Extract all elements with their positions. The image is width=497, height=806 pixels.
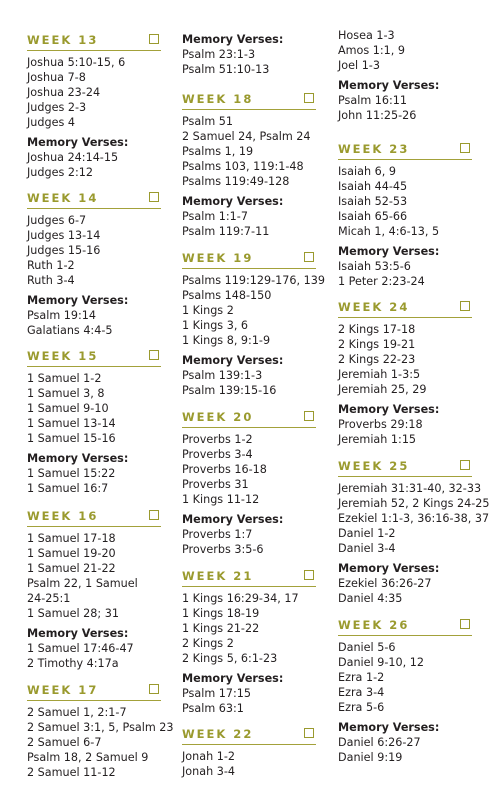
memory-verse-item: 1 Samuel 17:46-47	[27, 642, 134, 655]
week-checkbox[interactable]	[304, 728, 314, 738]
reading-item: Psalms 119:49-128	[182, 175, 290, 188]
week-block	[182, 250, 325, 398]
week-block	[338, 299, 472, 447]
memory-verses-label: Memory Verses:	[27, 294, 129, 307]
week-block	[338, 617, 472, 765]
memory-verse-item: 1 Peter 2:23-24	[338, 275, 425, 288]
reading-item: Ruth 1-2	[27, 259, 75, 272]
reading-item: 1 Kings 18-19	[182, 607, 260, 620]
week-block	[182, 28, 316, 77]
reading-item: Ezra 3-4	[338, 686, 385, 699]
reading-item: Psalms 119:129-176, 139	[182, 274, 325, 287]
reading-item: Judges 13-14	[27, 229, 101, 242]
reading-item: 1 Samuel 1-2	[27, 372, 102, 385]
week-title: WEEK 16	[27, 509, 99, 523]
memory-verse-item: Proverbs 1:7	[182, 528, 253, 541]
memory-verses-label: Memory Verses:	[338, 403, 440, 416]
memory-verses-label: Memory Verses:	[182, 354, 284, 367]
week-header	[27, 348, 161, 367]
memory-verse-item: Psalm 63:1	[182, 702, 244, 715]
memory-verse-item: Psalm 139:1-3	[182, 369, 263, 382]
week-block	[182, 568, 316, 716]
memory-verses-label: Memory Verses:	[182, 672, 284, 685]
memory-verses-label: Memory Verses:	[338, 245, 440, 258]
reading-item: Isaiah 65-66	[338, 210, 408, 223]
memory-verses-label: Memory Verses:	[182, 33, 284, 46]
reading-item: 2 Kings 17-18	[338, 323, 416, 336]
reading-item: Joshua 7-8	[27, 71, 86, 84]
reading-item: 1 Kings 8, 9:1-9	[182, 334, 271, 347]
week-title: WEEK 13	[27, 33, 99, 47]
reading-item: Isaiah 6, 9	[338, 165, 396, 178]
memory-verse-item: Psalm 51:10-13	[182, 63, 270, 76]
week-block	[27, 190, 161, 338]
memory-verse-item: Psalm 119:7-11	[182, 225, 270, 238]
reading-item: 1 Kings 2	[182, 304, 234, 317]
week-title: WEEK 18	[182, 92, 254, 106]
memory-verse-item: 2 Timothy 4:17a	[27, 657, 119, 670]
week-header	[27, 32, 161, 51]
reading-item: Jeremiah 31:31-40, 32-33	[338, 482, 482, 495]
reading-item: Daniel 1-2	[338, 527, 396, 540]
week-title: WEEK 15	[27, 349, 99, 363]
week-header	[27, 682, 161, 701]
week-header	[338, 458, 472, 477]
reading-item: Psalm 51	[182, 115, 234, 128]
reading-item: Proverbs 3-4	[182, 448, 253, 461]
week-title: WEEK 23	[338, 142, 410, 156]
reading-item: 1 Samuel 19-20	[27, 547, 116, 560]
week-block	[27, 682, 174, 780]
reading-item: 2 Samuel 6-7	[27, 736, 102, 749]
memory-verse-item: Psalm 19:14	[27, 309, 97, 322]
reading-item: 1 Kings 21-22	[182, 622, 260, 635]
reading-item: Joshua 5:10-15, 6	[27, 56, 126, 69]
memory-verse-item: Galatians 4:4-5	[27, 324, 113, 337]
week-header	[338, 141, 472, 160]
reading-item: 2 Samuel 11-12	[27, 766, 116, 779]
memory-verses-label: Memory Verses:	[182, 195, 284, 208]
week-title: WEEK 24	[338, 300, 410, 314]
week-checkbox[interactable]	[304, 411, 314, 421]
week-block	[27, 348, 161, 496]
reading-item: Ezekiel 1:1-3, 36:16-38, 37	[338, 512, 490, 525]
memory-verses-label: Memory Verses:	[338, 721, 440, 734]
reading-item: 2 Samuel 1, 2:1-7	[27, 706, 127, 719]
week-checkbox[interactable]	[460, 301, 470, 311]
week-header	[27, 190, 161, 209]
reading-item: Proverbs 31	[182, 478, 249, 491]
reading-item: Amos 1:1, 9	[338, 44, 406, 57]
reading-item: 1 Samuel 17-18	[27, 532, 116, 545]
memory-verse-item: 1 Samuel 15:22	[27, 467, 116, 480]
reading-item: Micah 1, 4:6-13, 5	[338, 225, 440, 238]
reading-item: Daniel 9-10, 12	[338, 656, 424, 669]
week-title: WEEK 19	[182, 251, 254, 265]
reading-item: Psalms 148-150	[182, 289, 272, 302]
week-header	[338, 299, 472, 318]
memory-verse-item: Daniel 6:26-27	[338, 736, 421, 749]
memory-verse-item: Proverbs 29:18	[338, 418, 423, 431]
week-title: WEEK 14	[27, 191, 99, 205]
reading-item: 1 Samuel 9-10	[27, 402, 109, 415]
week-title: WEEK 17	[27, 683, 99, 697]
week-checkbox[interactable]	[149, 34, 159, 44]
memory-verse-item: Jeremiah 1:15	[338, 433, 417, 446]
week-checkbox[interactable]	[304, 570, 314, 580]
memory-verse-item: Proverbs 3:5-6	[182, 543, 264, 556]
reading-item: 24-25:1	[27, 592, 71, 605]
week-block	[182, 726, 316, 779]
reading-item: 2 Kings 5, 6:1-23	[182, 652, 278, 665]
reading-item: 2 Kings 22-23	[338, 353, 416, 366]
memory-verse-item: Isaiah 53:5-6	[338, 260, 411, 273]
reading-item: Psalms 103, 119:1-48	[182, 160, 304, 173]
memory-verse-item: Psalm 23:1-3	[182, 48, 256, 61]
reading-item: Judges 2-3	[27, 101, 87, 114]
memory-verses-label: Memory Verses:	[182, 513, 284, 526]
memory-verses-label: Memory Verses:	[338, 562, 440, 575]
reading-item: Psalm 18, 2 Samuel 9	[27, 751, 149, 764]
week-block	[338, 28, 472, 123]
reading-item: Psalms 1, 19	[182, 145, 254, 158]
reading-item: 2 Kings 19-21	[338, 338, 416, 351]
reading-item: Jeremiah 25, 29	[338, 383, 427, 396]
reading-item: Isaiah 52-53	[338, 195, 408, 208]
week-block	[338, 458, 490, 606]
reading-item: Judges 6-7	[27, 214, 87, 227]
week-block	[27, 508, 161, 671]
memory-verses-label: Memory Verses:	[27, 452, 129, 465]
reading-item: Ezra 1-2	[338, 671, 385, 684]
reading-item: Jonah 3-4	[182, 765, 236, 778]
week-checkbox[interactable]	[460, 619, 470, 629]
reading-item: 2 Kings 2	[182, 637, 234, 650]
week-header	[182, 726, 316, 745]
reading-item: Joel 1-3	[338, 59, 380, 72]
reading-item: 1 Samuel 13-14	[27, 417, 116, 430]
memory-verse-item: John 11:25-26	[338, 109, 417, 122]
memory-verses-label: Memory Verses:	[27, 136, 129, 149]
week-header	[182, 568, 316, 587]
week-checkbox[interactable]	[304, 252, 314, 262]
memory-verse-item: Psalm 17:15	[182, 687, 252, 700]
week-title: WEEK 20	[182, 410, 254, 424]
reading-item: 2 Samuel 3:1, 5, Psalm 23	[27, 721, 174, 734]
memory-verse-item: Psalm 16:11	[338, 94, 408, 107]
reading-item: 1 Samuel 15-16	[27, 432, 116, 445]
reading-item: Jeremiah 52, 2 Kings 24-25	[338, 497, 490, 510]
reading-item: Isaiah 44-45	[338, 180, 408, 193]
week-block	[338, 141, 472, 289]
week-block	[182, 91, 316, 239]
memory-verse-item: Psalm 1:1-7	[182, 210, 248, 223]
memory-verse-item: Judges 2:12	[27, 166, 93, 179]
memory-verses-label: Memory Verses:	[27, 627, 129, 640]
week-title: WEEK 26	[338, 618, 410, 632]
reading-item: Hosea 1-3	[338, 29, 395, 42]
memory-verse-item: 1 Samuel 16:7	[27, 482, 109, 495]
memory-verse-item: Psalm 139:15-16	[182, 384, 277, 397]
reading-item: Ruth 3-4	[27, 274, 75, 287]
week-title: WEEK 25	[338, 459, 410, 473]
reading-item: Proverbs 16-18	[182, 463, 267, 476]
reading-item: Joshua 23-24	[27, 86, 101, 99]
week-header	[182, 91, 316, 110]
memory-verses-label: Memory Verses:	[338, 79, 440, 92]
week-checkbox[interactable]	[460, 143, 470, 153]
memory-verse-item: Daniel 9:19	[338, 751, 403, 764]
week-checkbox[interactable]	[149, 192, 159, 202]
reading-item: Daniel 3-4	[338, 542, 396, 555]
reading-item: Jeremiah 1-3:5	[338, 368, 421, 381]
week-checkbox[interactable]	[149, 510, 159, 520]
week-block	[27, 32, 161, 180]
reading-item: Psalm 22, 1 Samuel	[27, 577, 138, 590]
week-checkbox[interactable]	[149, 684, 159, 694]
week-header	[182, 409, 316, 428]
memory-verse-item: Ezekiel 36:26-27	[338, 577, 432, 590]
reading-item: 1 Samuel 3, 8	[27, 387, 105, 400]
reading-item: Daniel 5-6	[338, 641, 396, 654]
week-checkbox[interactable]	[304, 93, 314, 103]
reading-item: 1 Samuel 21-22	[27, 562, 116, 575]
reading-item: Judges 15-16	[27, 244, 101, 257]
reading-item: Proverbs 1-2	[182, 433, 253, 446]
reading-item: Judges 4	[27, 116, 75, 129]
week-block	[182, 409, 316, 557]
week-header	[27, 508, 161, 527]
week-header	[182, 250, 316, 269]
reading-item: Ezra 5-6	[338, 701, 385, 714]
week-checkbox[interactable]	[149, 350, 159, 360]
week-header	[338, 617, 472, 636]
reading-item: 1 Samuel 28; 31	[27, 607, 119, 620]
memory-verse-item: Daniel 4:35	[338, 592, 403, 605]
reading-item: 1 Kings 3, 6	[182, 319, 249, 332]
reading-item: 1 Kings 11-12	[182, 493, 260, 506]
week-title: WEEK 22	[182, 727, 254, 741]
week-checkbox[interactable]	[460, 460, 470, 470]
memory-verse-item: Joshua 24:14-15	[27, 151, 119, 164]
week-title: WEEK 21	[182, 569, 254, 583]
reading-item: 1 Kings 16:29-34, 17	[182, 592, 299, 605]
reading-item: Jonah 1-2	[182, 750, 236, 763]
reading-item: 2 Samuel 24, Psalm 24	[182, 130, 311, 143]
